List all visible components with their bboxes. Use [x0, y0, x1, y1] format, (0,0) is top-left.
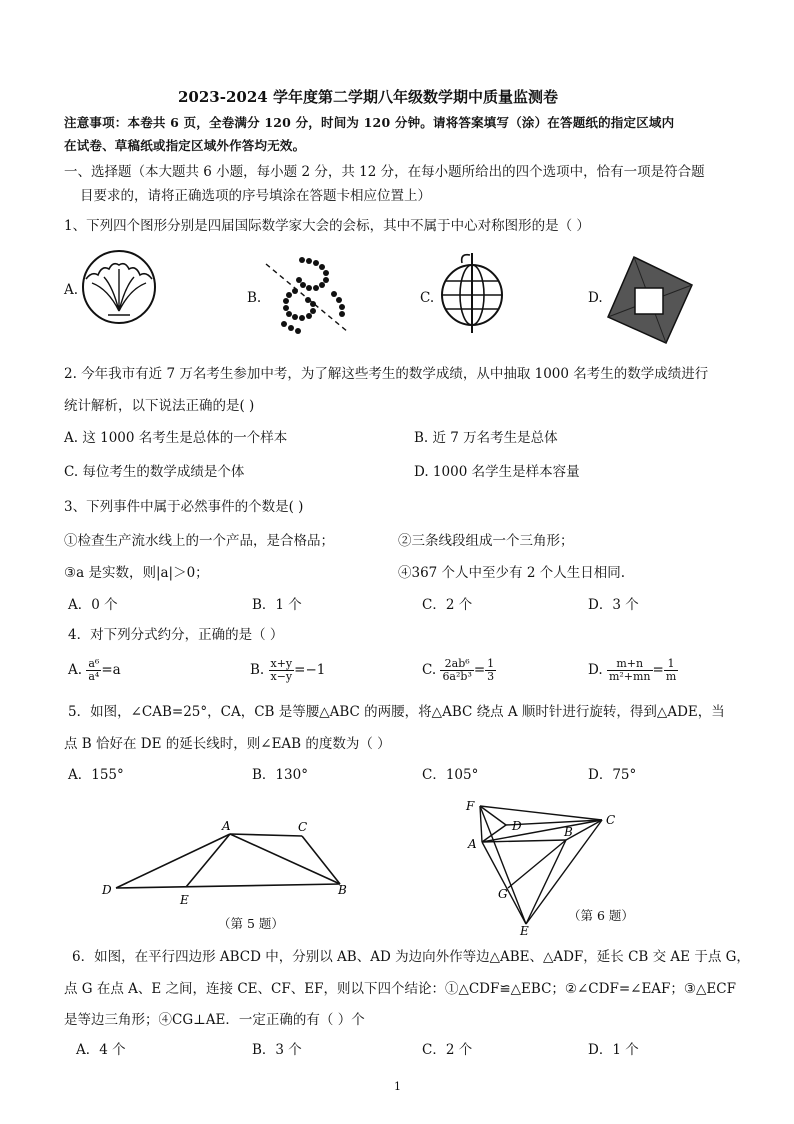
- fig5-segment-da: [116, 834, 230, 888]
- fig5-segment-ab: [230, 834, 340, 884]
- q4-b-label: B.: [250, 662, 265, 678]
- fig6-segment-be: [526, 840, 566, 924]
- fig5-label-e: E: [180, 893, 189, 907]
- q3-stem: 3、下列事件中属于必然事件的个数是( ): [64, 499, 304, 515]
- q4-a-rhs: =a: [101, 662, 121, 678]
- q1-logo-a: [78, 249, 160, 325]
- q4-c-denominator: 6a²b³: [442, 670, 472, 683]
- page-title: 2023-2024 学年度第二学期八年级数学期中质量监测卷: [178, 88, 558, 106]
- fig5-label-d: D: [102, 883, 112, 897]
- q3-option-c: C．2 个: [422, 597, 473, 613]
- q1-stem: 1、下列四个图形分别是四届国际数学家大会的会标，其中不属于中心对称图形的是（ ）: [64, 218, 590, 234]
- q4-d-denominator: m²+mn: [608, 670, 651, 683]
- q5-option-c: C．105°: [422, 767, 479, 783]
- q4-c-label: C.: [422, 662, 437, 678]
- page-number: 1: [394, 1080, 401, 1093]
- q1-option-c-label: C.: [420, 290, 435, 306]
- fig6-label-g: G: [498, 887, 508, 901]
- q2-option-d: D. 1000 名学生是样本容量: [414, 464, 580, 480]
- q5-stem-line-2: 点 B 恰好在 DE 的延长线时，则∠EAB 的度数为（ ）: [64, 736, 391, 752]
- q4-b-numerator: x+y: [270, 657, 293, 670]
- q4-d-result: [664, 658, 678, 683]
- q6-stem-line-1: 6．如图，在平行四边形 ABCD 中，分别以 AB、AD 为边向外作等边△ABE、△ADF，延长 CB 交 AE 于点 G，: [72, 949, 750, 965]
- q5-option-a: A．155°: [68, 767, 124, 783]
- q6-figure-caption: （第 6 题）: [568, 908, 634, 923]
- q4-b-rhs: =−1: [294, 662, 326, 678]
- q4-option-a: [68, 655, 121, 685]
- q5-option-d: D．75°: [588, 767, 637, 783]
- q2-option-a: A. 这 1000 名考生是总体的一个样本: [64, 430, 288, 446]
- q4-b-fraction: [269, 658, 295, 683]
- q4-option-d: [588, 655, 678, 685]
- q3-item-4: ④367 个人中至少有 2 个人生日相同.: [398, 565, 626, 581]
- q1-logo-d: [604, 255, 696, 347]
- q1-option-d-label: D.: [588, 290, 603, 306]
- fig5-label-b: B: [338, 883, 347, 897]
- q3-option-b: B．1 个: [252, 597, 302, 613]
- fig6-label-c: C: [606, 813, 616, 827]
- q5-stem-line-1: 5．如图，∠CAB=25°，CA，CB 是等腰△ABC 的两腰，将△ABC 绕点 A 顺时针进行旋转，得到△ADE，当: [68, 704, 725, 720]
- fig6-label-a: A: [468, 837, 477, 851]
- fig5-label-c: C: [298, 820, 308, 834]
- fig5-segment-ac: [230, 834, 302, 836]
- q2-stem-line-1: 2. 今年我市有近 7 万名考生参加中考，为了解这些考生的数学成绩，从中抽取 1000 名考生的数学成绩进行: [64, 366, 709, 382]
- q4-a-numerator: a⁶: [88, 657, 100, 670]
- q4-a-fraction: [86, 658, 101, 683]
- q4-a-label: A.: [68, 662, 83, 678]
- q4-c-numerator: 2ab⁶: [440, 658, 473, 671]
- q5-option-b: B．130°: [252, 767, 308, 783]
- q4-a-denominator: a⁴: [88, 670, 100, 683]
- q1-option-a-label: A.: [64, 282, 79, 298]
- fig6-label-b: B: [564, 825, 573, 839]
- q2-stem-line-2: 统计解析，以下说法正确的是( ): [64, 398, 255, 414]
- q4-d-numerator: m+n: [607, 658, 653, 671]
- q4-c-result-den: 3: [487, 670, 495, 683]
- fig5-label-a: A: [222, 819, 231, 833]
- q4-d-result-num: 1: [664, 658, 678, 671]
- q6-stem-line-3: 是等边三角形；④CG⊥AE．一定正确的有（ ）个: [64, 1012, 365, 1028]
- section-heading-line-2: 目要求的，请将正确选项的序号填涂在答题卡相应位置上）: [80, 188, 431, 204]
- q5-figure: [96, 818, 366, 918]
- q4-stem: 4．对下列分式约分，正确的是（ ）: [68, 627, 284, 643]
- q5-figure-caption: （第 5 题）: [218, 916, 284, 931]
- fig6-label-e: E: [520, 924, 529, 938]
- q3-item-3: ③a 是实数，则|a|＞0；: [64, 565, 209, 581]
- q3-option-a: A．0 个: [68, 597, 118, 613]
- fig5-segment-cb: [302, 836, 340, 884]
- q2-option-b: B. 近 7 万名考生是总体: [414, 430, 558, 446]
- fig6-segment-ae: [482, 842, 526, 924]
- q6-option-c: C．2 个: [422, 1042, 473, 1058]
- q4-c-eq: =: [473, 662, 486, 678]
- fig5-segment-db: [116, 884, 340, 888]
- q4-c-result: [485, 658, 496, 683]
- notice-line-1: 注意事项：本卷共 6 页，全卷满分 120 分，时间为 120 分钟。请将答案填写（涂）在答题纸的指定区域内: [64, 115, 675, 130]
- q6-option-a: A．4 个: [76, 1042, 126, 1058]
- q4-d-eq: =: [652, 662, 664, 678]
- notice-line-2: 在试卷、草稿纸或指定区域外作答均无效。: [64, 138, 306, 153]
- q4-c-fraction: [440, 658, 473, 683]
- q4-c-result-num: 1: [487, 657, 495, 670]
- q1-option-b-label: B.: [247, 290, 262, 306]
- q1-logo-c: [436, 251, 508, 335]
- q4-option-c: [422, 655, 496, 685]
- fig6-label-f: F: [466, 799, 475, 813]
- fig5-segment-ae: [186, 834, 230, 887]
- fig6-label-d: D: [512, 819, 522, 833]
- q4-b-denominator: x−y: [270, 670, 293, 683]
- section-heading-line-1: 一、选择题（本大题共 6 小题，每小题 2 分，共 12 分，在每小题所给出的四个选项中，恰有一项是符合题: [64, 164, 705, 180]
- q4-d-fraction: [607, 658, 653, 683]
- q3-item-1: ①检查生产流水线上的一个产品，是合格品；: [64, 533, 334, 549]
- q4-d-label: D.: [588, 662, 603, 678]
- q2-option-c: C. 每位考生的数学成绩是个体: [64, 464, 245, 480]
- q3-item-2: ②三条线段组成一个三角形；: [398, 533, 574, 549]
- q4-d-result-den: m: [665, 670, 677, 683]
- q6-option-d: D．1 个: [588, 1042, 639, 1058]
- q1-logo-b: [262, 254, 352, 338]
- fig6-segment-fc: [480, 806, 602, 820]
- q6-option-b: B．3 个: [252, 1042, 302, 1058]
- q3-option-d: D．3 个: [588, 597, 639, 613]
- q4-option-b: [250, 655, 325, 685]
- q6-stem-line-2: 点 G 在点 A、E 之间，连接 CE、CF、EF，则以下四个结论：①△CDF≌△EBC；②∠CDF=∠EAF；③△ECF: [64, 981, 736, 997]
